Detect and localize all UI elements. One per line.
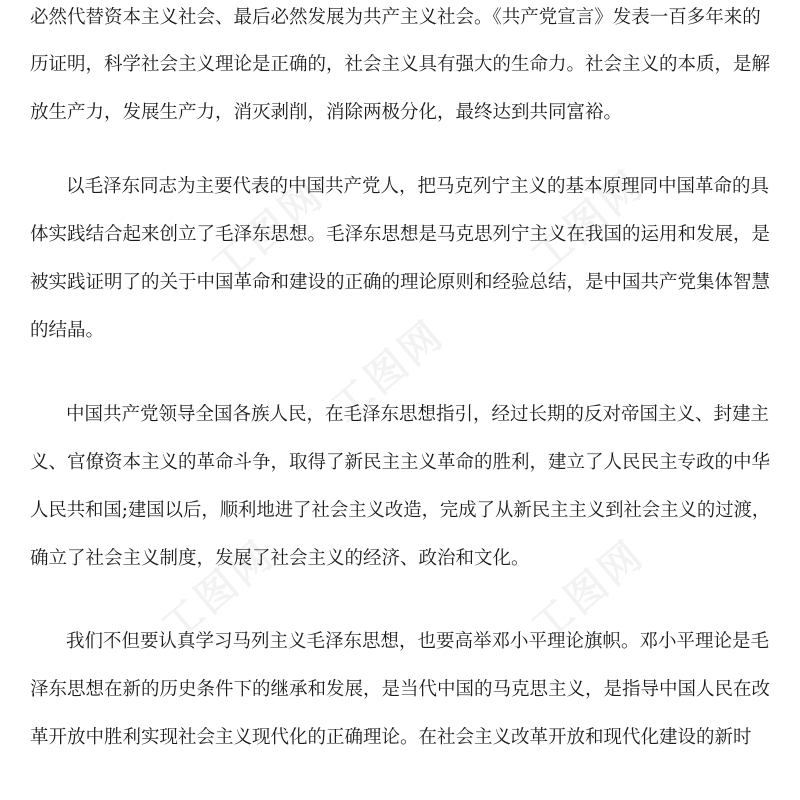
text-line: 义、官僚资本主义的革命斗争，取得了新民主主义革命的胜利，建立了人民民主专政的中华 [30, 452, 771, 473]
text-line: 被实践证明了的关于中国革命和建设的正确的理论原则和经验总结，是中国共产党集体智慧 [30, 272, 771, 293]
text-line: 必然代替资本主义社会、最后必然发展为共产主义社会。《共产党宣言》发表一百多年来的 [30, 7, 761, 28]
text-line: 我们不但要认真学习马列主义毛泽东思想，也要高举邓小平理论旗帜。邓小平理论是毛 [66, 631, 770, 652]
text-line: 历证明，科学社会主义理论是正确的，社会主义具有强大的生命力。社会主义的本质，是解 [30, 54, 771, 75]
watermark: 工图网 [152, 531, 284, 652]
text-line: 的结晶。 [30, 320, 105, 341]
watermark: 工图网 [202, 171, 334, 292]
text-line: 以毛泽东同志为主要代表的中国共产党人，把马克列宁主义的基本原理同中国革命的具 [66, 176, 770, 197]
watermark: 工图网 [522, 531, 654, 652]
text-line: 体实践结合起来创立了毛泽东思想。毛泽东思想是马克思列宁主义在我国的运用和发展，是 [30, 224, 771, 245]
watermark: 工图网 [522, 161, 654, 282]
watermark: 工图网 [322, 311, 454, 432]
text-line: 放生产力，发展生产力，消灭剥削，消除两极分化，最终达到共同富裕。 [30, 102, 623, 123]
text-line: 中国共产党领导全国各族人民，在毛泽东思想指引，经过长期的反对帝国主义、封建主 [66, 404, 770, 425]
text-line: 革开放中胜利实现社会主义现代化的正确理论。在社会主义改革开放和现代化建设的新时 [30, 727, 752, 748]
text-line: 确立了社会主义制度，发展了社会主义的经济、政治和文化。 [30, 548, 530, 569]
text-line: 人民共和国;建国以后，顺利地进了社会主义改造，完成了从新民主主义到社会主义的过渡， [30, 500, 771, 521]
text-line: 泽东思想在新的历史条件下的继承和发展，是当代中国的马克思主义，是指导中国人民在改 [30, 679, 771, 700]
